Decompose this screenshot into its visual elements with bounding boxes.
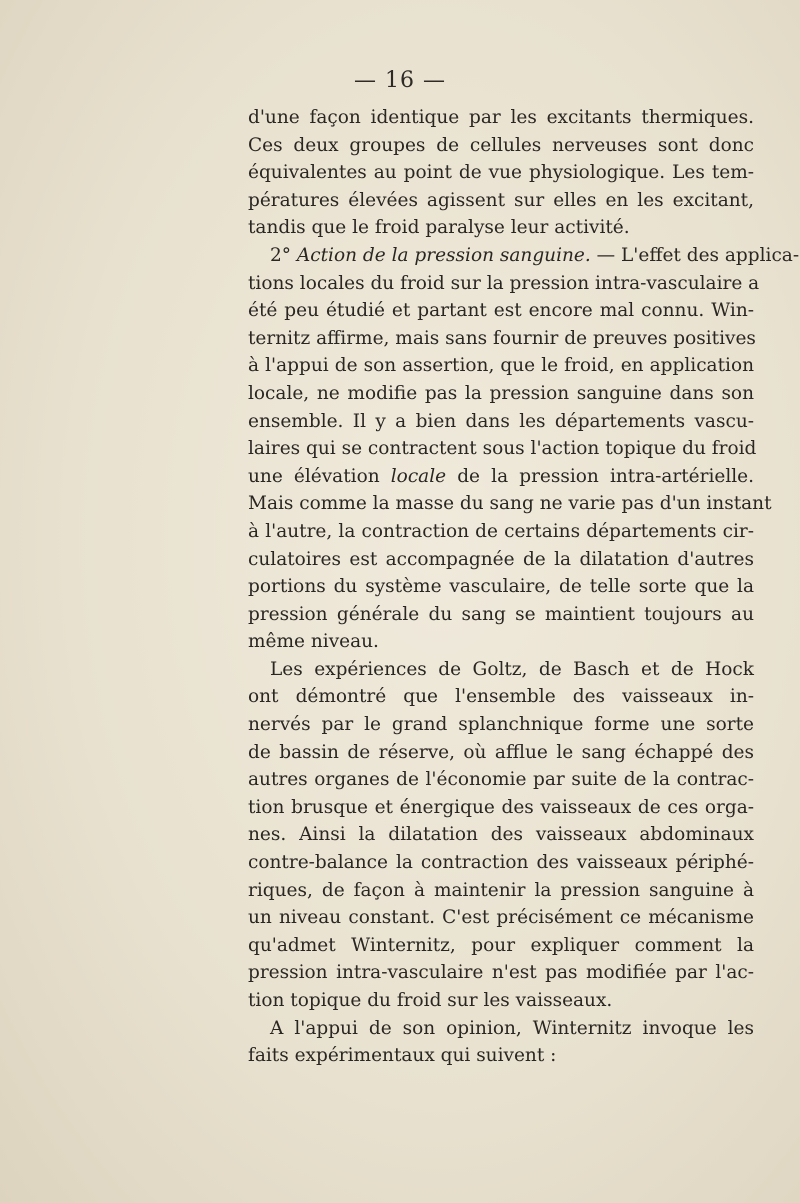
text-line: locale, ne modifie pas la pression sanguine dans son <box>248 382 754 404</box>
text-line: Ces deux groupes de cellules nerveuses sont donc <box>248 134 754 156</box>
text-line: ensemble. Il y a bien dans les départements vascu- <box>248 410 754 432</box>
text-segment: de la pression intra-artérielle. <box>446 465 754 487</box>
body-text <box>248 104 800 1070</box>
text-line: été peu étudié et partant est encore mal connu. Win- <box>248 300 754 322</box>
italic-phrase: locale <box>390 465 447 487</box>
text-line: A l'appui de son opinion, Winternitz invoque les <box>270 1017 754 1039</box>
text-line: faits expérimentaux qui suivent : <box>248 1045 557 1067</box>
text-segment: 2° <box>270 244 297 266</box>
italic-phrase: Action de la pression sanguine. <box>296 244 591 266</box>
text-line: pression intra-vasculaire n'est pas modifiée par l'ac- <box>248 962 754 984</box>
text-line: équivalentes au point de vue physiologique. Les tem- <box>248 162 754 184</box>
text-line: un niveau constant. C'est précisément ce mécanisme <box>248 907 754 929</box>
text-segment: — L'effet des applica- <box>590 244 800 266</box>
text-line: contre-balance la contraction des vaisseaux périphé- <box>248 852 754 874</box>
text-line: Les expériences de Goltz, de Basch et de Hock <box>270 658 754 680</box>
text-line: laires qui se contractent sous l'action topique du froid <box>248 438 757 460</box>
text-line: autres organes de l'économie par suite de la contrac- <box>248 769 754 791</box>
text-line <box>248 242 800 270</box>
text-line: pression générale du sang se maintient toujours au <box>248 603 754 625</box>
text-line: qu'admet Winternitz, pour expliquer comment la <box>248 934 754 956</box>
text-line: Mais comme la masse du sang ne varie pas d'un instant <box>248 493 772 515</box>
text-line: portions du système vasculaire, de telle sorte que la <box>248 576 754 598</box>
text-line: même niveau. <box>248 631 379 653</box>
text-line: d'une façon identique par les excitants thermiques. <box>248 107 754 128</box>
text-line <box>248 463 754 491</box>
text-line: pératures élevées agissent sur elles en les excitant, <box>248 189 754 211</box>
text-line: à l'appui de son assertion, que le froid, en application <box>248 355 754 377</box>
text-line: ternitz affirme, mais sans fournir de preuves positives <box>248 327 756 349</box>
text-line: à l'autre, la contraction de certains départements cir- <box>248 520 754 542</box>
text-line: tandis que le froid paralyse leur activité. <box>248 217 630 239</box>
text-line: nes. Ainsi la dilatation des vaisseaux abdominaux <box>248 824 754 846</box>
text-line: culatoires est accompagnée de la dilatation d'autres <box>248 548 754 570</box>
page-number: — 16 — <box>354 68 446 93</box>
text-segment: une élévation <box>248 465 391 487</box>
text-line: tion topique du froid sur les vaisseaux. <box>248 990 613 1011</box>
text-line: tions locales du froid sur la pression intra-vasculaire a <box>248 272 760 294</box>
text-line: tion brusque et énergique des vaisseaux de ces orga- <box>248 796 754 818</box>
text-line: nervés par le grand splanchnique forme une sorte <box>248 714 754 736</box>
text-line: ont démontré que l'ensemble des vaisseaux in- <box>248 686 754 708</box>
text-line: de bassin de réserve, où afflue le sang échappé des <box>248 741 754 763</box>
text-line: riques, de façon à maintenir la pression sanguine à <box>248 879 754 901</box>
